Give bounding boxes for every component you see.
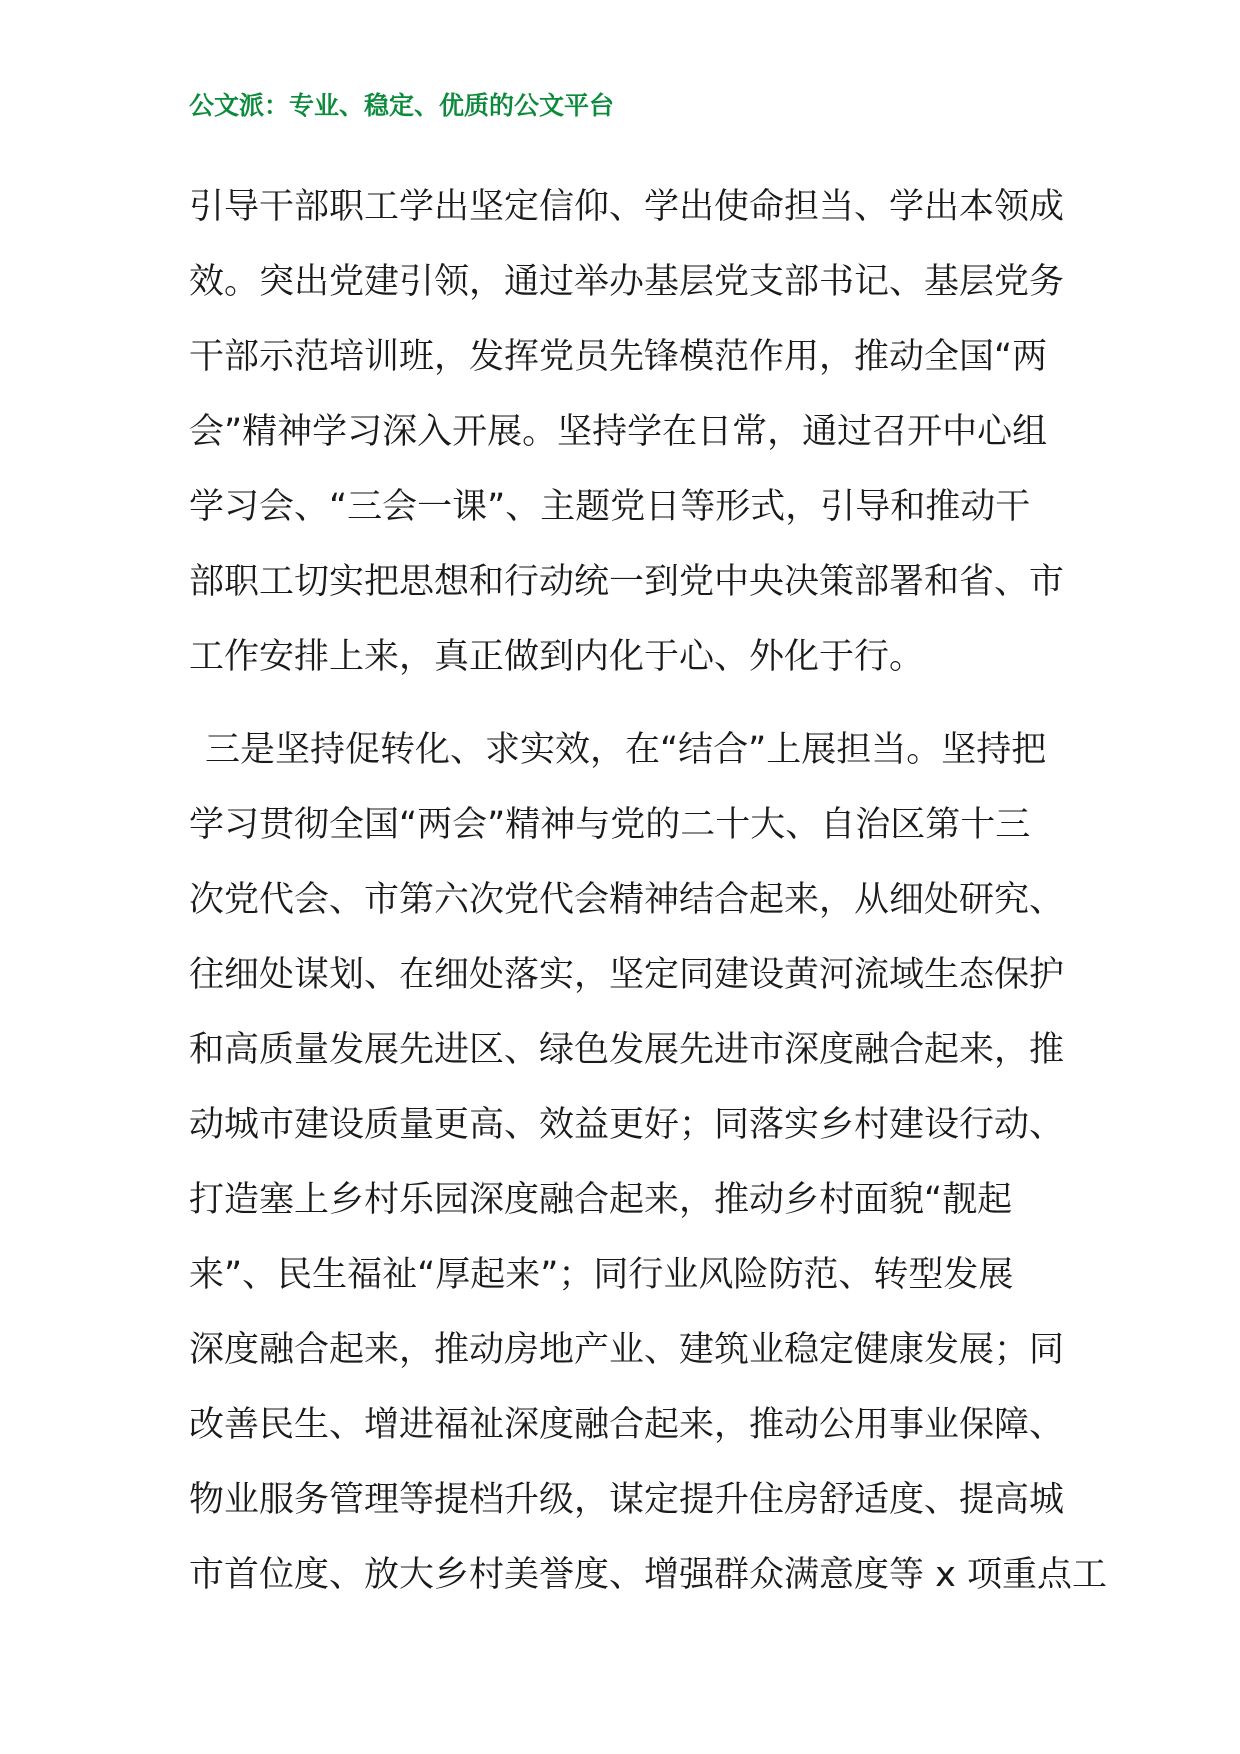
page-header: 公文派：专业、稳定、优质的公文平台 — [189, 91, 615, 120]
paragraph-1 — [189, 170, 1069, 695]
text-line: 来”、民生福祉“厚起来”；同行业风险防范、转型发展 — [189, 1255, 1014, 1295]
text-line: 干部示范培训班，发挥党员先锋模范作用，推动全国“两 — [189, 337, 1048, 377]
text-line: 打造塞上乡村乐园深度融合起来，推动乡村面貌“靓起 — [189, 1180, 1013, 1220]
text-line: 三是坚持促转化、求实效，在“结合”上展担当。坚持把 — [205, 730, 1047, 770]
document-body — [189, 170, 1107, 1613]
text-line: 引导干部职工学出坚定信仰、学出使命担当、学出本领成 — [189, 187, 1065, 227]
paragraph-gap — [189, 695, 1069, 713]
text-line: 次党代会、市第六次党代会精神结合起来，从细处研究、 — [189, 880, 1065, 920]
text-line: 物业服务管理等提档升级，谋定提升住房舒适度、提高城 — [189, 1480, 1065, 1520]
text-line: 往细处谋划、在细处落实，坚定同建设黄河流域生态保护 — [189, 955, 1065, 995]
text-line: 会”精神学习深入开展。坚持学在日常，通过召开中心组 — [189, 412, 1048, 452]
text-line: 部职工切实把思想和行动统一到党中央决策部署和省、市 — [189, 562, 1065, 602]
text-line: 改善民生、增进福祉深度融合起来，推动公用事业保障、 — [189, 1405, 1065, 1445]
paragraph-2 — [189, 713, 1107, 1613]
text-line: 动城市建设质量更高、效益更好；同落实乡村建设行动、 — [189, 1105, 1065, 1145]
text-line: 效。突出党建引领，通过举办基层党支部书记、基层党务 — [189, 262, 1065, 302]
text-line: 工作安排上来，真正做到内化于心、外化于行。 — [189, 637, 925, 677]
text-line: 和高质量发展先进区、绿色发展先进市深度融合起来，推 — [189, 1030, 1065, 1070]
text-line: 学习贯彻全国“两会”精神与党的二十大、自治区第十三 — [189, 805, 1031, 845]
text-line: 深度融合起来，推动房地产业、建筑业稳定健康发展；同 — [189, 1330, 1065, 1370]
text-line: 学习会、“三会一课”、主题党日等形式，引导和推动干 — [189, 487, 1031, 527]
text-line: 市首位度、放大乡村美誉度、增强群众满意度等 x 项重点工 — [189, 1555, 1107, 1595]
